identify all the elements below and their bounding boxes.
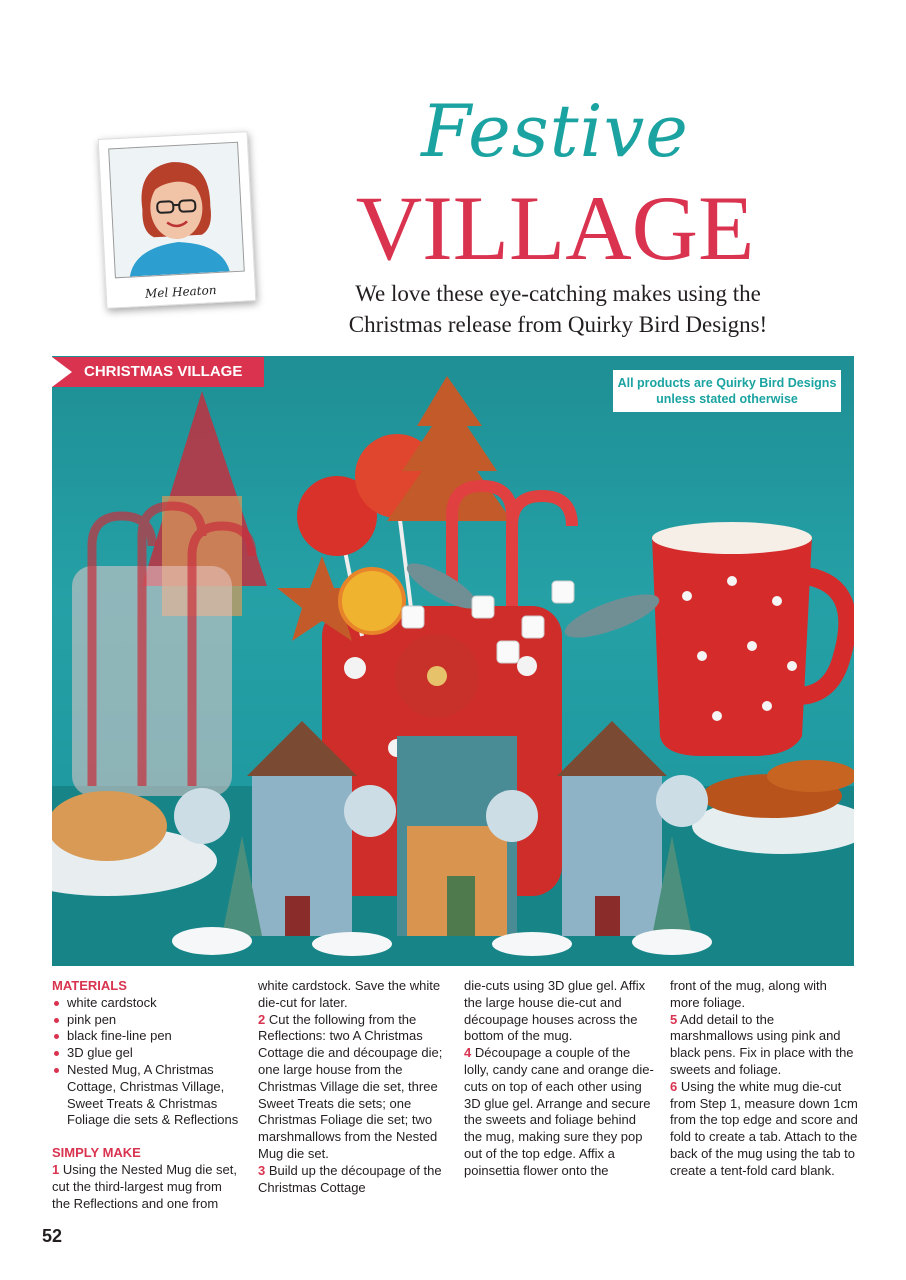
festive-village-card-photo bbox=[52, 356, 854, 966]
author-polaroid bbox=[98, 131, 257, 309]
step-2-body: Cut the following from the Reflections: two A Christmas Cottage die and découpage die; one large house from the Christmas Village die set, three Sweet Treats die sets; one Christmas Foliage die set; two marshmallows from the Nested Mug die set. bbox=[258, 1011, 443, 1161]
title-village: VILLAGE bbox=[355, 177, 755, 279]
step-5-text bbox=[670, 1012, 860, 1079]
step-1-text bbox=[52, 1162, 242, 1212]
step-1-number: 1 bbox=[52, 1161, 60, 1177]
step-1-part-a: Using the Nested Mug die set, cut the third-largest mug from the Reflections and one from bbox=[52, 1161, 238, 1211]
intro-line-2: Christmas release from Quirky Bird Designs! bbox=[348, 312, 768, 337]
author-portrait-image bbox=[109, 143, 244, 278]
step-4-continued: front of the mug, along with more foliage. bbox=[670, 978, 827, 1010]
intro-text bbox=[318, 278, 798, 340]
page-number: 52 bbox=[42, 1226, 63, 1246]
title-festive: Festive bbox=[421, 89, 689, 173]
step-3-number: 3 bbox=[258, 1162, 266, 1178]
step-6-number: 6 bbox=[670, 1078, 678, 1094]
section-tag: CHRISTMAS VILLAGE bbox=[52, 357, 264, 387]
step-5-body: Add detail to the marshmallows using pink and black pens. Fix in place with the sweets and foliage. bbox=[670, 1011, 854, 1077]
materials-item: Nested Mug, A Christmas Cottage, Christmas Village, Sweet Treats & Christmas Foliage die sets & Reflections bbox=[52, 1062, 242, 1129]
products-note-line-1: All products are Quirky Bird Designs bbox=[617, 376, 837, 390]
step-3-part-a: Build up the découpage of the Christmas Cottage bbox=[258, 1162, 442, 1195]
column-1 bbox=[52, 978, 242, 1212]
method-heading: SIMPLY MAKE bbox=[52, 1145, 141, 1161]
step-4-text bbox=[464, 1045, 654, 1179]
step-3-continued: die-cuts using 3D glue gel. Affix the large house die-cut and découpage houses across the bottom of the mug. bbox=[464, 978, 646, 1044]
products-note-line-2: unless stated otherwise bbox=[656, 392, 798, 406]
column-2 bbox=[258, 978, 448, 1196]
author-name: Mel Heaton bbox=[144, 283, 217, 301]
step-6-text bbox=[670, 1079, 860, 1180]
hero-photo bbox=[52, 356, 854, 966]
materials-item: 3D glue gel bbox=[52, 1045, 242, 1062]
materials-list bbox=[52, 995, 242, 1129]
materials-item: black fine-line pen bbox=[52, 1028, 242, 1045]
author-photo bbox=[108, 142, 245, 279]
step-4-number: 4 bbox=[464, 1045, 472, 1061]
column-4 bbox=[670, 978, 860, 1180]
step-5-number: 5 bbox=[670, 1011, 678, 1027]
step-1-continued: white cardstock. Save the white die-cut for later. bbox=[258, 978, 441, 1010]
step-3-text bbox=[258, 1163, 448, 1197]
materials-heading: MATERIALS bbox=[52, 978, 127, 993]
intro-line-1: We love these eye-catching makes using the bbox=[355, 281, 761, 306]
materials-item: pink pen bbox=[52, 1012, 242, 1029]
step-2-number: 2 bbox=[258, 1011, 266, 1027]
step-4-part-a: Découpage a couple of the lolly, candy cane and orange die-cuts on top of each other using 3D glue gel. Arrange and secure the sweets and foliage behind the mug, making sure they pop out of the top edge. Affix a poinsettia flower onto the bbox=[464, 1045, 654, 1178]
column-3 bbox=[464, 978, 654, 1180]
products-note bbox=[613, 370, 841, 412]
materials-item: white cardstock bbox=[52, 995, 242, 1012]
step-2-text bbox=[258, 1012, 448, 1163]
step-6-body: Using the white mug die-cut from Step 1, measure down 1cm from the top edge and score and fold to create a tab. Attach to the back of the mug using the tab to create a tent-fold card blank. bbox=[670, 1078, 858, 1178]
